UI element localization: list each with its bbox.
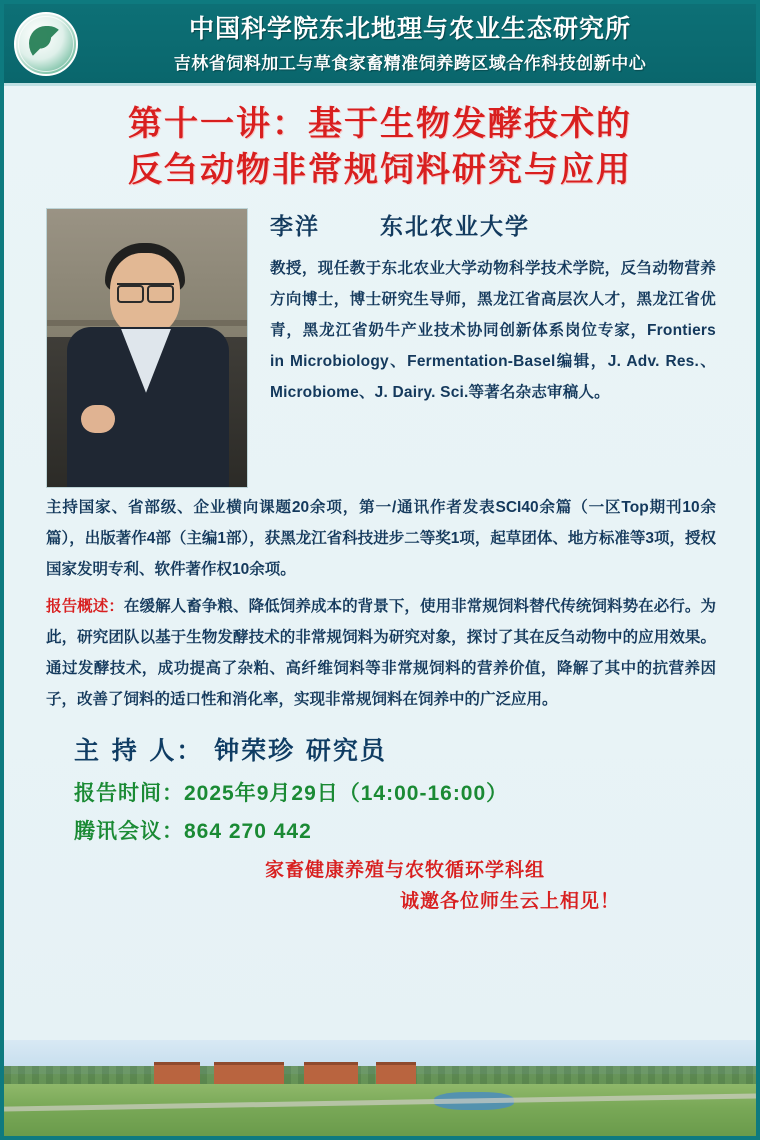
- center-name: 吉林省饲料加工与草食家畜精准饲养跨区域合作科技创新中心: [173, 53, 647, 74]
- institute-logo-icon: [14, 12, 78, 76]
- lecture-title: [4, 102, 756, 194]
- meeting-id-line[interactable]: 腾讯会议：864 270 442: [74, 819, 312, 843]
- speaker-portrait-image: [46, 208, 248, 488]
- speaker-bio: 教授，现任教于东北农业大学动物科学技术学院，反刍动物营养方向博士，博士研究生导师，黑龙江省高层次人才，黑龙江省优青，黑龙江省奶牛产业技术协同创新体系岗位专家，Frontiers in Microbiology、Fermentation-Basel编辑，J. Adv. Res.、Microbiome、J. Dairy. Sci.等著名杂志审稿人。: [270, 259, 716, 401]
- time-line: 报告时间：2025年9月29日（14:00-16:00）: [74, 781, 509, 805]
- invite-line: 诚邀各位师生云上相见！: [399, 889, 620, 912]
- lecture-title-line-2: 反刍动物非常规饲料研究与应用: [128, 149, 632, 190]
- group-line: 家畜健康养殖与农牧循环学科组: [264, 858, 545, 881]
- meta-block: [4, 715, 756, 913]
- speaker-achievements: 主持国家、省部级、企业横向课题20余项，第一/通讯作者发表SCI40余篇（一区Top期刊10余篇），出版著作4部（主编1部），获黑龙江省科技进步二等奖1项，起草团体、地方标准等3项，授权国家发明专利、软件著作权10余项。: [46, 498, 716, 578]
- abstract-text: 在缓解人畜争粮、降低饲养成本的背景下，使用非常规饲料替代传统饲料势在必行。为此，研究团队以基于生物发酵技术的非常规饲料为研究对象，探讨了其在反刍动物中的应用效果。通过发酵技术，成功提高了杂粕、高纤维饲料等非常规饲料的营养价值，降解了其中的抗营养因子，改善了饲料的适口性和消化率，实现非常规饲料在饲养中的广泛应用。: [46, 597, 716, 708]
- speaker-name-line: [270, 208, 716, 241]
- host-line: 主 持 人： 钟荣珍 研究员: [74, 735, 387, 765]
- abstract-label: 报告概述：: [46, 597, 124, 615]
- speaker-affiliation: 东北农业大学: [380, 212, 531, 240]
- abstract-block: [4, 585, 756, 715]
- speaker-info: [248, 208, 716, 488]
- logo-ring: [18, 16, 74, 72]
- portrait-hand: [81, 405, 115, 433]
- institute-name: 中国科学院东北地理与农业生态研究所: [188, 14, 631, 44]
- glasses-icon: [117, 283, 174, 300]
- header-titles: [78, 13, 756, 73]
- speaker-name: 李洋: [270, 212, 320, 240]
- speaker-section: [4, 208, 756, 488]
- lecture-title-line-1: 第十一讲：基于生物发酵技术的: [128, 104, 632, 144]
- poster-header: [4, 4, 756, 86]
- photo-field: [4, 1084, 756, 1136]
- campus-photo: [4, 1040, 756, 1136]
